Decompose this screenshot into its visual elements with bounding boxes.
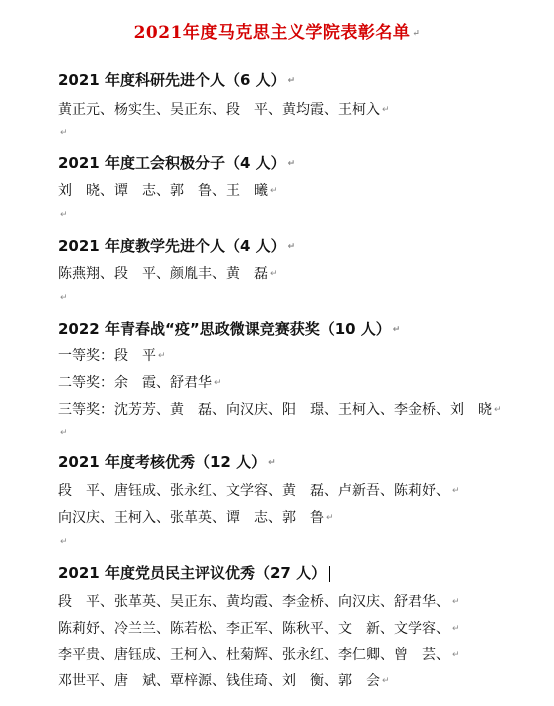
name-list-line (58, 670, 390, 690)
name-list-text: 向汉庆、王柯入、张革英、谭 志、郭 鲁 (58, 510, 324, 526)
name-list-line (58, 591, 460, 611)
document-title (0, 18, 554, 43)
empty-paragraph (58, 534, 68, 550)
section-heading-microlesson (58, 318, 400, 339)
paragraph-mark-icon: ↵ (452, 486, 460, 496)
name-list-text: 黄正元、杨实生、吴正东、段 平、黄均霞、王柯入 (58, 102, 380, 118)
section-heading-text: 2021 年度考核优秀（12 人） (58, 453, 267, 471)
paragraph-mark-icon: ↵ (494, 405, 502, 415)
paragraph-mark-icon: ↵ (60, 537, 68, 547)
section-heading-text: 2021 年度党员民主评议优秀（27 人） (58, 564, 327, 582)
paragraph-mark-icon: ↵ (452, 624, 460, 634)
paragraph-mark-icon: ↵ (382, 105, 390, 115)
paragraph-mark-icon: ↵ (382, 676, 390, 686)
award-line-second (58, 372, 222, 392)
name-list-text: 段 平、唐钰成、张永红、文学容、黄 磊、卢新吾、陈莉妤、 (58, 483, 450, 499)
award-line-text: 二等奖：余 霞、舒君华 (58, 375, 212, 391)
paragraph-mark-icon: ↵ (268, 457, 276, 468)
name-list-line (58, 180, 278, 200)
section-heading-text: 2021 年度教学先进个人（4 人） (58, 237, 286, 255)
empty-paragraph (58, 425, 68, 441)
paragraph-mark-icon: ↵ (270, 269, 278, 279)
paragraph-mark-icon: ↵ (214, 378, 222, 388)
paragraph-mark-icon: ↵ (412, 28, 421, 39)
name-list-text: 陈莉妤、冷兰兰、陈若松、李正军、陈秋平、文 新、文学容、 (58, 621, 450, 637)
name-list-line (58, 618, 460, 638)
section-heading-research (58, 69, 295, 90)
text-cursor (329, 566, 330, 582)
section-heading-union (58, 152, 295, 173)
name-list-line (58, 644, 460, 664)
name-list-text: 邓世平、唐 斌、覃梓源、钱佳琦、刘 衡、郭 会 (58, 673, 380, 689)
name-list-line (58, 99, 390, 119)
paragraph-mark-icon: ↵ (270, 186, 278, 196)
name-list-text: 李平贵、唐钰成、王柯入、杜菊辉、张永红、李仁卿、曾 芸、 (58, 647, 450, 663)
paragraph-mark-icon: ↵ (60, 210, 68, 220)
name-list-text: 刘 晓、谭 志、郭 鲁、王 曦 (58, 183, 268, 199)
section-heading-text: 2021 年度工会积极分子（4 人） (58, 154, 286, 172)
section-heading-party-evaluation (58, 562, 330, 583)
document-title-text: 2021年度马克思主义学院表彰名单 (133, 23, 411, 43)
paragraph-mark-icon: ↵ (287, 241, 296, 252)
name-list-line (58, 507, 334, 527)
name-list-text: 陈燕翔、段 平、颜胤丰、黄 磊 (58, 266, 268, 282)
name-list-line (58, 263, 278, 283)
paragraph-mark-icon: ↵ (452, 650, 460, 660)
paragraph-mark-icon: ↵ (60, 428, 68, 438)
empty-paragraph (58, 290, 68, 306)
paragraph-mark-icon: ↵ (326, 513, 334, 523)
empty-paragraph (58, 207, 68, 223)
paragraph-mark-icon: ↵ (287, 158, 296, 169)
paragraph-mark-icon: ↵ (392, 324, 401, 335)
empty-paragraph (58, 125, 68, 141)
paragraph-mark-icon: ↵ (60, 293, 68, 303)
award-line-first (58, 345, 166, 365)
section-heading-teaching (58, 235, 295, 256)
name-list-line (58, 480, 460, 500)
award-line-text: 三等奖：沈芳芳、黄 磊、向汉庆、阳 璟、王柯入、李金桥、刘 晓 (58, 402, 492, 418)
paragraph-mark-icon: ↵ (158, 351, 166, 361)
award-line-third (58, 399, 502, 419)
paragraph-mark-icon: ↵ (287, 75, 296, 86)
section-heading-text: 2022 年青春战“疫”思政微课竞赛获奖（10 人） (58, 320, 391, 338)
paragraph-mark-icon: ↵ (60, 128, 68, 138)
paragraph-mark-icon: ↵ (452, 597, 460, 607)
section-heading-text: 2021 年度科研先进个人（6 人） (58, 71, 286, 89)
name-list-text: 段 平、张革英、吴正东、黄均霞、李金桥、向汉庆、舒君华、 (58, 594, 450, 610)
award-line-text: 一等奖：段 平 (58, 348, 156, 364)
section-heading-assessment (58, 451, 276, 472)
